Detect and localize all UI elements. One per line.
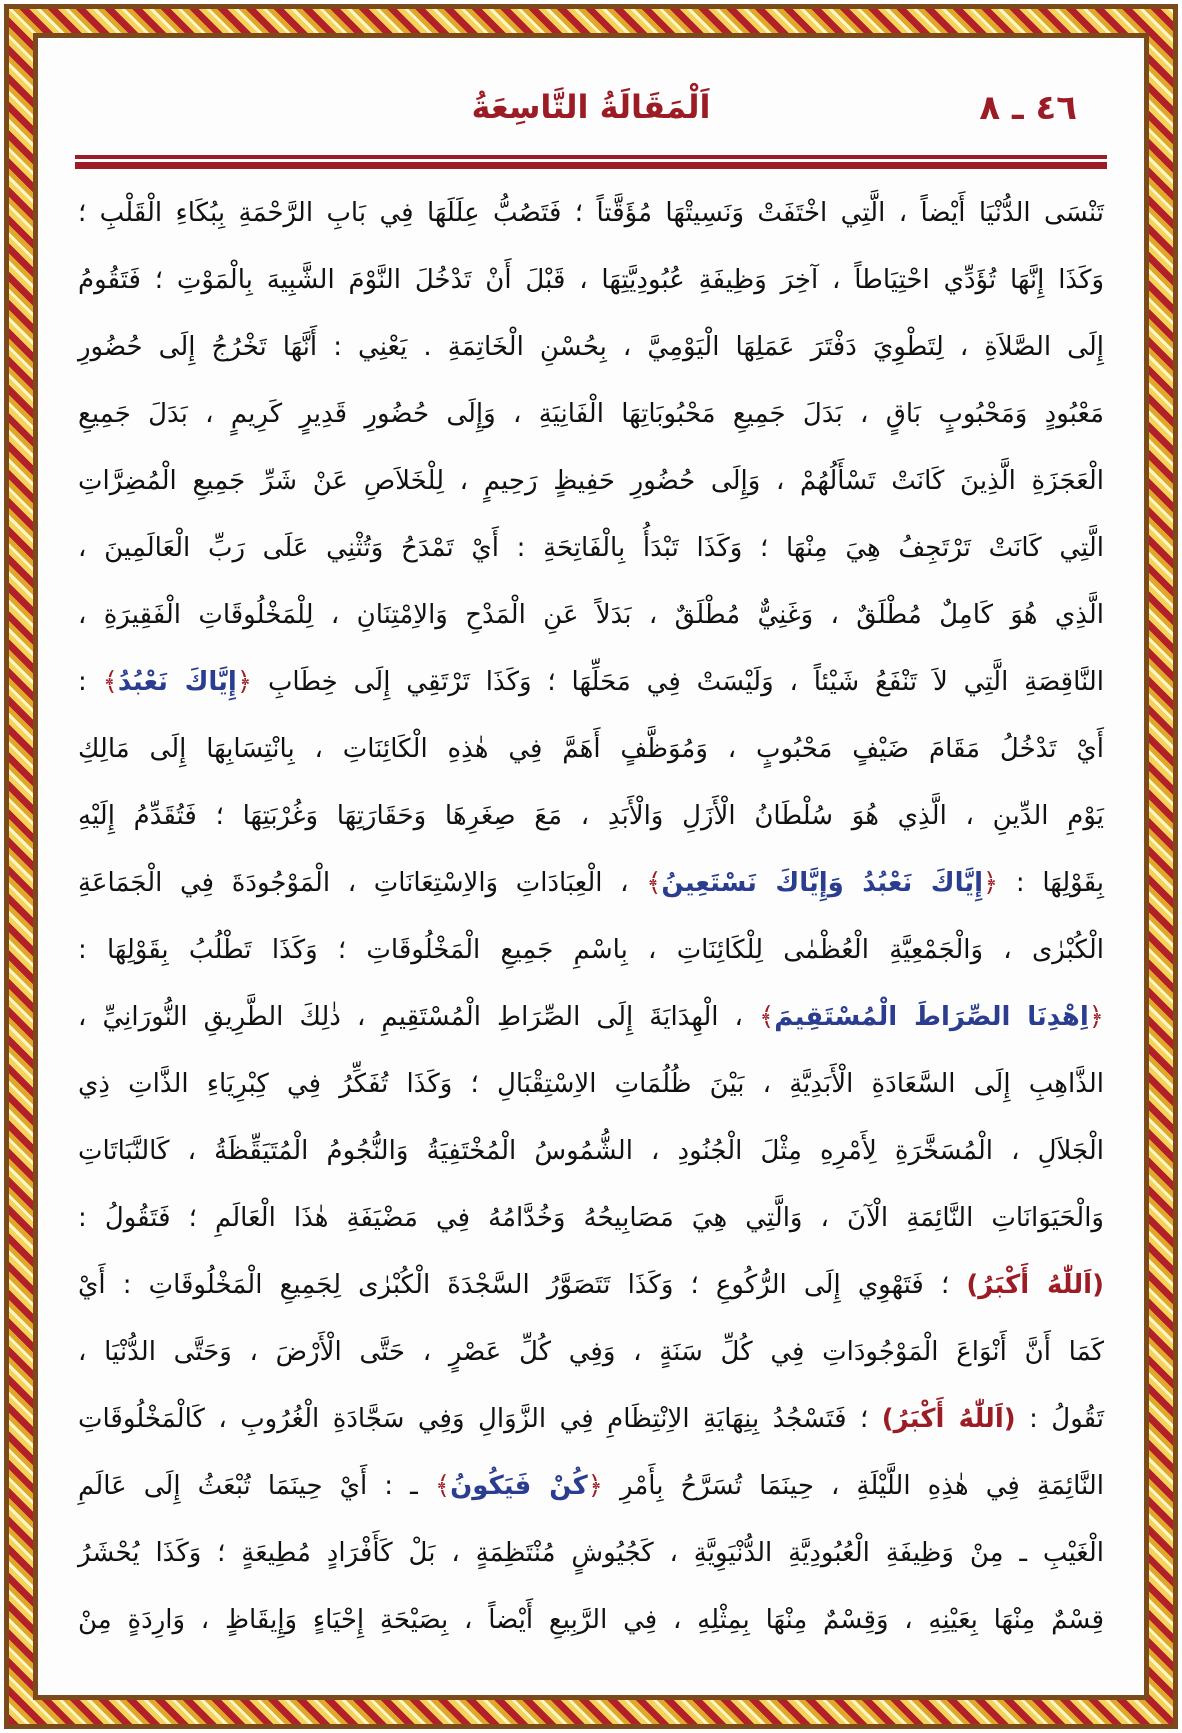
text-segment: تَنْسَى الدُّنْيَا أَيْضاً ، الَّتِي اخْتَفَتْ وَنَسِيتْهَا مُؤَقَّتاً ؛ فَتَصُبُّ عِلَلَهَا فِي بَابِ الرَّحْمَةِ بِبُكَاءِ الْقَلْبِ ؛ bbox=[78, 198, 1104, 228]
quran-text: كُنْ فَيَكُونُ bbox=[450, 1471, 588, 1501]
text-segment: ؛ فَتَهْوِي إِلَى الرُّكُوعِ ؛ وَكَذَا تَتَصَوَّرُ السَّجْدَةَ الْكُبْرٰى لِجَمِيعِ الْمَخْلُوقَاتِ : أَيْ bbox=[78, 1270, 967, 1300]
page-number: ٤٦ ـ ٨ bbox=[979, 88, 1077, 128]
text-segment: يَوْمِ الدِّينِ ، الَّذِي هُوَ سُلْطَانُ الْأَزَلِ وَالْأَبَدِ ، مَعَ صِغَرِهَا وَحَقَارَتِهَا وَغُرْبَتِهَا ؛ فَتُقَدِّمُ إِلَيْهِ bbox=[78, 801, 1104, 831]
ornate-bracket-open: ﴿ bbox=[587, 1471, 603, 1501]
text-line bbox=[78, 180, 1104, 247]
text-segment: الَّتِي كَانَتْ تَرْتَجِفُ هِيَ مِنْهَا ؛ وَكَذَا تَبْدَأُ بِالْفَاتِحَةِ : أَيْ تَمْدَحُ وَتُثْنِي عَلَى رَبِّ الْعَالَمِينَ ، bbox=[78, 533, 1104, 563]
paren-close: ) bbox=[966, 1270, 979, 1300]
text-line bbox=[78, 314, 1104, 381]
paren-open: ( bbox=[1092, 1270, 1104, 1300]
text-line bbox=[78, 783, 1104, 850]
text-segment: ، الْعِبَادَاتِ وَالاِسْتِعَانَاتِ ، الْمَوْجُودَةَ فِي الْجَمَاعَةِ bbox=[78, 868, 647, 898]
ornate-bracket-open: ﴿ bbox=[983, 868, 999, 898]
ornate-bracket-open: ﴿ bbox=[236, 667, 253, 697]
text-segment: النَّاقِصَةِ الَّتِي لاَ تَنْفَعُ شَيْئاً ، وَلَيْسَتْ فِي مَحَلِّهَا ؛ وَكَذَا تَرْتَقِي إِلَى خِطَابِ bbox=[252, 667, 1104, 697]
text-segment: الذَّاهِبِ إِلَى السَّعَادَةِ الْأَبَدِيَّةِ ، بَيْنَ ظُلُمَاتِ الاِسْتِقْبَالِ ؛ وَكَذَا تُفَكِّرُ فِي كِبْرِيَاءِ الذَّاتِ ذِي bbox=[78, 1069, 1104, 1099]
ornate-bracket-close: ﴾ bbox=[434, 1471, 451, 1501]
text-segment: : bbox=[78, 667, 103, 697]
text-line bbox=[78, 1319, 1104, 1386]
text-line bbox=[78, 850, 1104, 917]
text-line bbox=[78, 247, 1104, 314]
text-segment: وَالْحَيَوَانَاتِ النَّائِمَةِ الْآنَ ، وَالَّتِي هِيَ مَصَابِيحُهُ وَخُدَّامُهُ فِي مَضْيَفَةِ هٰذَا الْعَالَمِ ؛ فَتَقُولُ : bbox=[78, 1203, 1104, 1233]
header-rule-thick bbox=[75, 162, 1107, 169]
text-segment: وَكَذَا إِنَّهَا تُؤَدِّي احْتِيَاطاً ، آخِرَ وَظِيفَةِ عُبُودِيَّتِهَا ، قَبْلَ أَنْ تَدْخُلَ النَّوْمَ الشَّبِيهَ بِالْمَوْتِ ؛ فَتَقُومُ bbox=[78, 265, 1104, 295]
text-segment: تَقُولُ : bbox=[1015, 1404, 1105, 1434]
ornate-bracket-close: ﴾ bbox=[646, 868, 662, 898]
text-line bbox=[78, 1386, 1104, 1453]
text-segment: أَيْ تَدْخُلُ مَقَامَ ضَيْفٍ مَحْبُوبٍ ، وَمُوَظَّفٍ أَهَمَّ فِي هٰذِهِ الْكَائِنَاتِ ، بِانْتِسَابِهَا إِلَى مَالِكِ bbox=[78, 734, 1104, 764]
chapter-title: اَلْمَقَالَةُ التَّاسِعَةُ bbox=[471, 88, 711, 126]
paren-close: ) bbox=[881, 1404, 894, 1434]
text-line bbox=[78, 448, 1104, 515]
text-segment: بِقَوْلِهَا : bbox=[998, 868, 1104, 898]
text-line bbox=[78, 649, 1104, 716]
paren-open: ( bbox=[1003, 1404, 1016, 1434]
quran-text: إِيَّاكَ نَعْبُدُ bbox=[117, 667, 237, 697]
text-segment: كَمَا أَنَّ أَنْوَاعَ الْمَوْجُودَاتِ فِي كُلِّ سَنَةٍ ، وَفِي كُلِّ عَصْرٍ ، حَتَّى الْأَرْضَ ، وَحَتَّى الدُّنْيَا ، bbox=[78, 1337, 1104, 1367]
text-line bbox=[78, 917, 1104, 984]
text-segment: ـ : أَيْ حِينَمَا تُبْعَثُ إِلَى عَالَمِ bbox=[78, 1471, 435, 1501]
takbir-phrase bbox=[966, 1270, 1104, 1300]
text-segment: الْعَجَزَةِ الَّذِينَ كَانَتْ تَسْأَلُهُمْ ، وَإِلَى حُضُورِ حَفِيظٍ رَحِيمٍ ، لِلْخَلاَصِ عَنْ شَرِّ جَمِيعِ الْمُضِرَّاتِ bbox=[78, 466, 1104, 496]
text-segment: إِلَى الصَّلاَةِ ، لِتَطْوِيَ دَفْتَرَ عَمَلِهَا الْيَوْمِيَّ ، بِحُسْنِ الْخَاتِمَةِ . يَعْنِي : أَنَّهَا تَخْرُجُ إِلَى حُضُورِ bbox=[78, 332, 1104, 362]
text-segment: الَّذِي هُوَ كَامِلٌ مُطْلَقٌ ، وَغَنِيٌّ مُطْلَقٌ ، بَدَلاً عَنِ الْمَدْحِ وَالاِمْتِنَانِ ، لِلْمَخْلُوقَاتِ الْفَقِيرَةِ ، bbox=[78, 600, 1104, 630]
takbir-phrase bbox=[882, 1404, 1016, 1434]
text-segment: الْجَلاَلِ ، الْمُسَخَّرَةِ لِأَمْرِهِ مِثْلَ الْجُنُودِ ، الشُّمُوسُ الْمُخْتَفِيَةُ وَالنُّجُومُ الْمُتَيَقِّظَةُ ، كَالنَّبَاتَاتِ bbox=[78, 1136, 1104, 1166]
ornate-bracket-open: ﴿ bbox=[1088, 1002, 1104, 1032]
ornate-bracket-close: ﴾ bbox=[102, 667, 118, 697]
text-line bbox=[78, 1185, 1104, 1252]
text-segment: مَعْبُودٍ وَمَحْبُوبٍ بَاقٍ ، بَدَلَ جَمِيعِ مَحْبُوبَاتِهَا الْفَانِيَةِ ، وَإِلَى حُضُورِ قَدِيرٍ كَرِيمٍ ، بَدَلَ جَمِيعِ bbox=[78, 399, 1104, 429]
text-segment: الْكُبْرٰى ، وَالْجَمْعِيَّةِ الْعُظْمٰى لِلْكَائِنَاتِ ، بِاسْمِ جَمِيعِ الْمَخْلُوقَاتِ ؛ وَكَذَا تَطْلُبُ بِقَوْلِهَا : bbox=[78, 935, 1104, 965]
text-line bbox=[78, 1587, 1104, 1654]
text-line bbox=[78, 381, 1104, 448]
text-line bbox=[78, 984, 1104, 1051]
quran-quote bbox=[103, 667, 252, 697]
text-line bbox=[78, 1453, 1104, 1520]
quran-text: اِهْدِنَا الصِّرَاطَ الْمُسْتَقِيمَ bbox=[774, 1002, 1089, 1032]
text-segment: النَّائِمَةِ فِي هٰذِهِ اللَّيْلَةِ ، حِينَمَا تُسَرَّحُ بِأَمْرِ bbox=[602, 1471, 1105, 1501]
text-segment: ؛ فَتَسْجُدُ بِنِهَايَةِ الاِنْتِظَامِ فِي الزَّوَالِ وَفِي سَجَّادَةِ الْغُرُوبِ ، كَالْمَخْلُوقَاتِ bbox=[78, 1404, 882, 1434]
text-line bbox=[78, 582, 1104, 649]
body-text bbox=[78, 180, 1104, 1654]
takbir-text: اَللّٰهُ أَكْبَرُ bbox=[893, 1404, 1004, 1434]
text-line bbox=[78, 515, 1104, 582]
header-rule-thin bbox=[75, 155, 1107, 159]
takbir-text: اَللّٰهُ أَكْبَرُ bbox=[978, 1270, 1093, 1300]
text-segment: ، الْهِدَايَةَ إِلَى الصِّرَاطِ الْمُسْتَقِيمِ ، ذٰلِكَ الطَّرِيقِ النُّورَانِيِّ ، bbox=[78, 1002, 760, 1032]
text-line bbox=[78, 1051, 1104, 1118]
quran-text: إِيَّاكَ نَعْبُدُ وَإِيَّاكَ نَسْتَعِينُ bbox=[661, 868, 984, 898]
text-line bbox=[78, 1520, 1104, 1587]
text-line bbox=[78, 1118, 1104, 1185]
text-segment: الْغَيْبِ ـ مِنْ وَظِيفَةِ الْعُبُودِيَّةِ الدُّنْيَوِيَّةِ ، كَجُيُوشٍ مُنْتَظِمَةٍ ، بَلْ كَأَفْرَادٍ مُطِيعَةٍ ؛ وَكَذَا يُحْشَرُ bbox=[78, 1538, 1104, 1568]
quran-quote bbox=[435, 1471, 603, 1501]
text-line bbox=[78, 716, 1104, 783]
quran-quote bbox=[646, 868, 998, 898]
quran-quote bbox=[759, 1002, 1104, 1032]
ornate-bracket-close: ﴾ bbox=[759, 1002, 775, 1032]
text-line bbox=[78, 1252, 1104, 1319]
text-segment: قِسْمٌ مِنْهَا بِعَيْنِهِ ، وَقِسْمٌ مِنْهَا بِمِثْلِهِ ، فِي الرَّبِيعِ أَيْضاً ، بِصَيْحَةِ إِحْيَاءٍ وَإِيقَاظٍ ، وَارِدَةٍ مِنْ bbox=[78, 1605, 1104, 1635]
page-header bbox=[75, 88, 1107, 144]
